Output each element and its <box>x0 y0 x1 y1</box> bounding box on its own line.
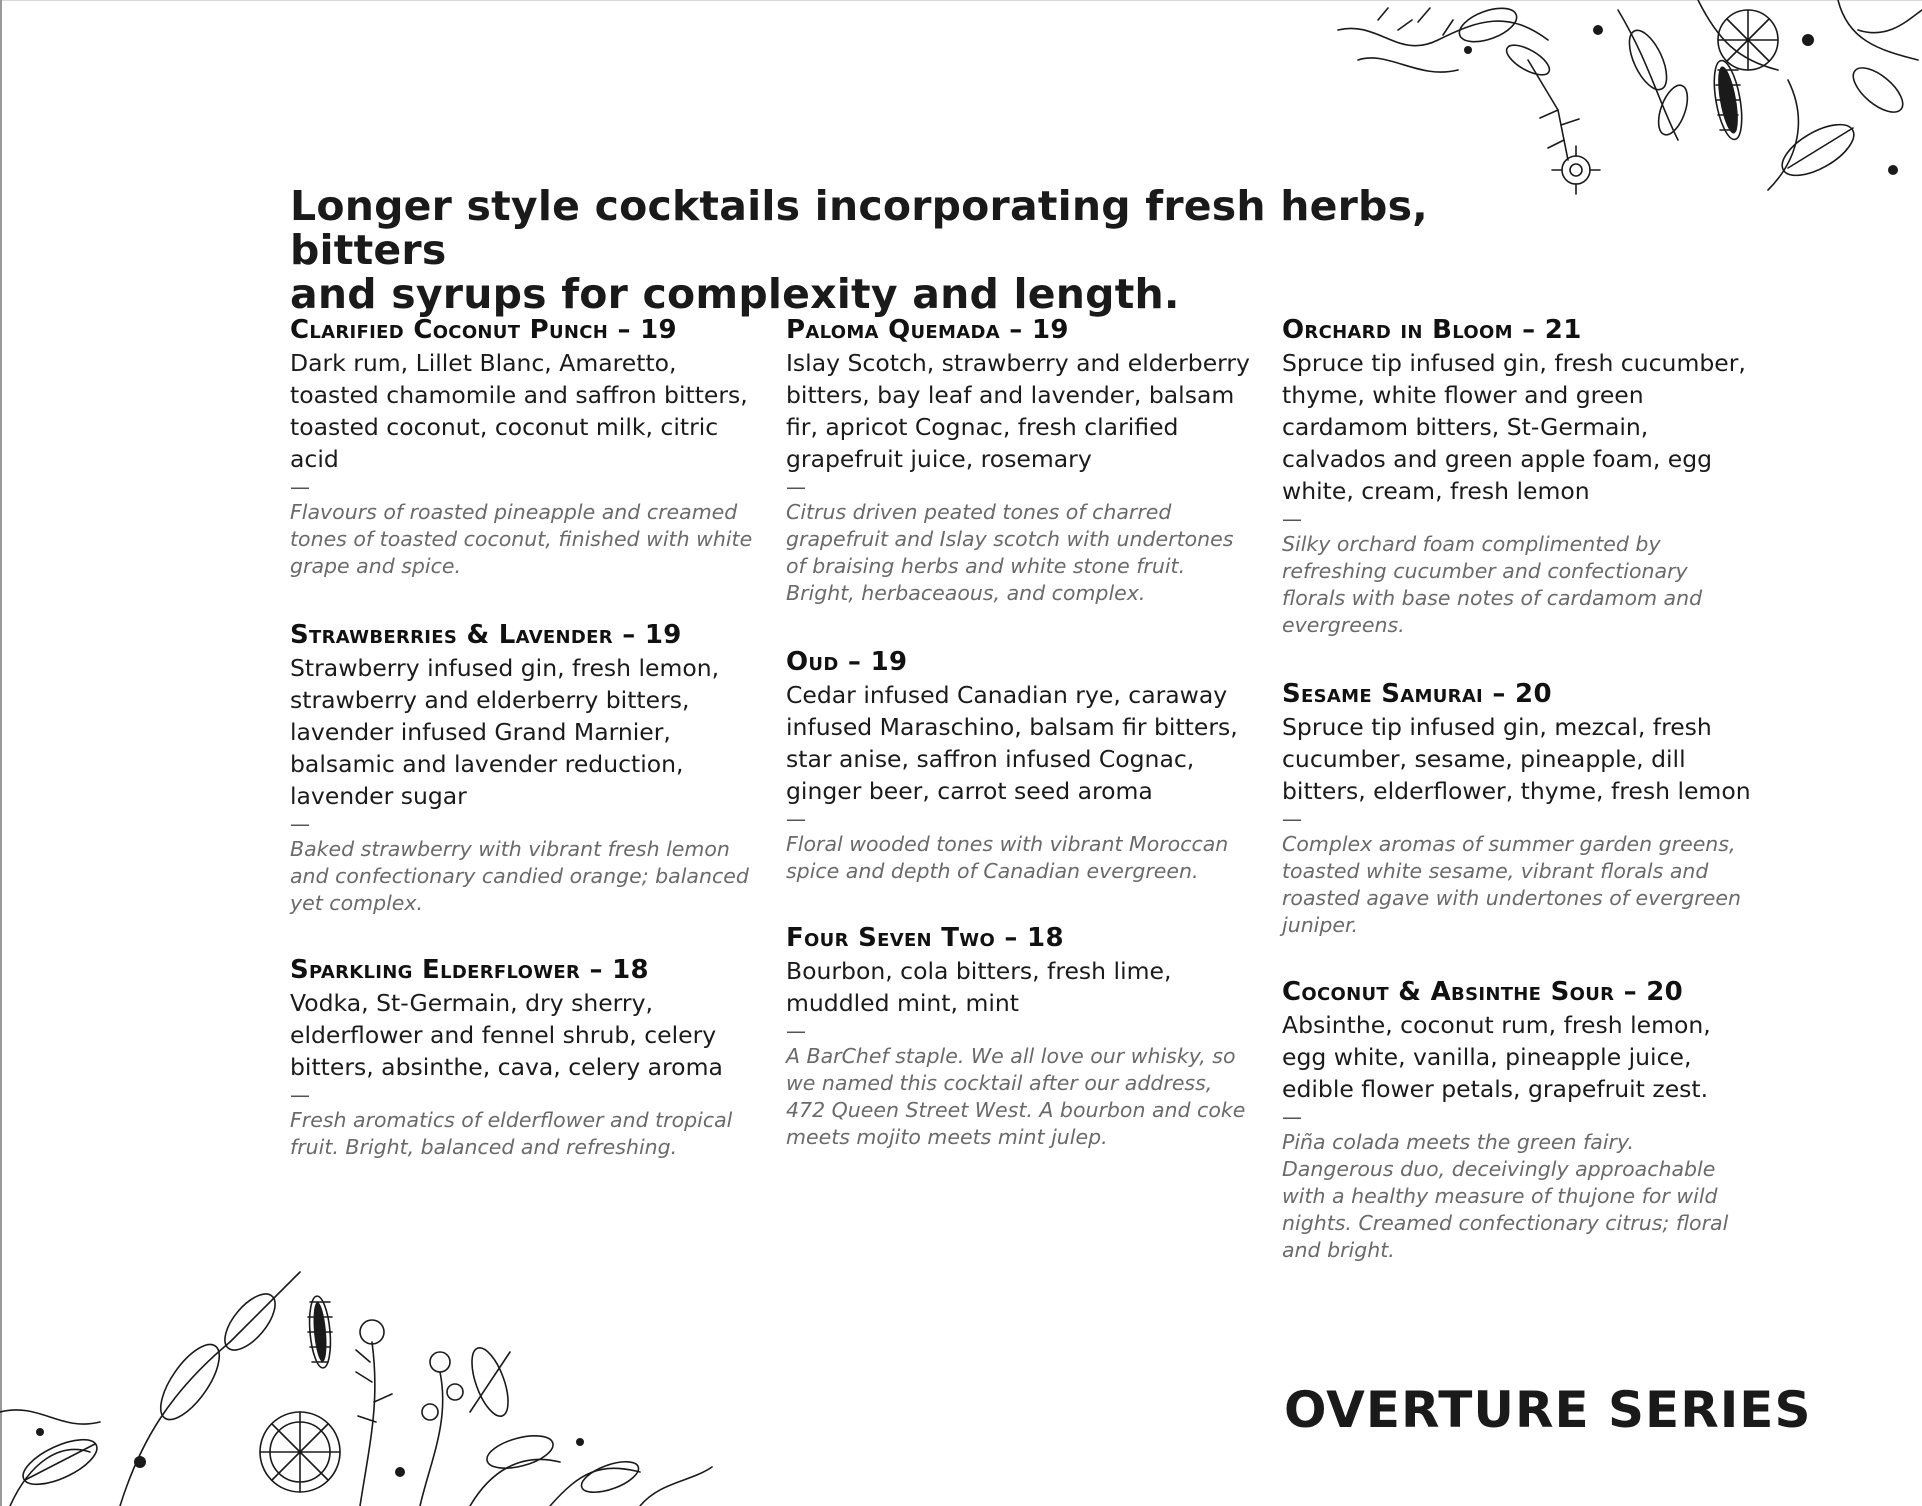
drink-title: Clarified Coconut Punch – 19 <box>290 315 677 345</box>
drink-ingredients: Bourbon, cola bitters, fresh lime, muddled mint, mint <box>786 957 1172 1017</box>
drink-ingredients: Vodka, St-Germain, dry sherry, elderflower and fennel shrub, celery bitters, absinthe, cava, celery aroma <box>290 989 723 1081</box>
drink-ingredients: Spruce tip infused gin, mezcal, fresh cucumber, sesame, pineapple, dill bitters, elderflower, thyme, fresh lemon <box>1282 713 1751 805</box>
drink-title: Orchard in Bloom – 21 <box>1282 315 1582 345</box>
drink-tasting-notes: Citrus driven peated tones of charred grapefruit and Islay scotch with undertones of braising herbs and white stone fruit. Bright, herbaceaous, and complex. <box>786 500 1234 605</box>
drink-title: Paloma Quemada – 19 <box>786 315 1069 345</box>
drink-title: Strawberries & Lavender – 19 <box>290 620 682 650</box>
drink-ingredients: Strawberry infused gin, fresh lemon, strawberry and elderberry bitters, lavender infused Grand Marnier, balsamic and lavender reduction, lavender sugar <box>290 654 720 810</box>
drink-title: Coconut & Absinthe Sour – 20 <box>1282 977 1684 1007</box>
drink-tasting-notes: A BarChef staple. We all love our whisky, so we named this cocktail after our address, 472 Queen Street West. A bourbon and coke meets mojito meets mint julep. <box>786 1044 1246 1149</box>
drink-ingredients: Islay Scotch, strawberry and elderberry bitters, bay leaf and lavender, balsam fir, apricot Cognac, fresh clarified grapefruit juice, rosemary <box>786 349 1250 473</box>
drink-tasting-notes: Flavours of roasted pineapple and creamed tones of toasted coconut, finished with white grape and spice. <box>290 500 753 578</box>
drink-divider: — <box>1282 807 1302 831</box>
drink-tasting-notes: Floral wooded tones with vibrant Moroccan spice and depth of Canadian evergreen. <box>786 832 1229 883</box>
drink-divider: — <box>290 1083 310 1107</box>
drink-sparkling-elderflower <box>290 953 760 1161</box>
drink-title: Four Seven Two – 18 <box>786 923 1064 953</box>
menu-headline <box>290 184 1580 316</box>
drink-tasting-notes: Fresh aromatics of elderflower and tropical fruit. Bright, balanced and refreshing. <box>290 1108 733 1159</box>
drink-paloma-quemada <box>786 313 1256 607</box>
drink-orchard-in-bloom <box>1282 313 1752 639</box>
menu-column-1 <box>290 313 760 1161</box>
drink-divider: — <box>786 475 806 499</box>
botanical-illustration-bottom <box>0 1262 720 1506</box>
menu-column-3 <box>1282 313 1752 1264</box>
drink-tasting-notes: Piña colada meets the green fairy. Dangerous duo, deceivingly approachable with a healthy measure of thujone for wild nights. Creamed confectionary citrus; floral and bright. <box>1282 1130 1729 1262</box>
drink-divider: — <box>1282 1105 1302 1129</box>
drink-title: Sesame Samurai – 20 <box>1282 679 1552 709</box>
drink-coconut-absinthe-sour <box>1282 975 1752 1264</box>
drink-tasting-notes: Silky orchard foam complimented by refreshing cucumber and confectionary florals with base notes of cardamom and evergreens. <box>1282 532 1703 637</box>
drink-tasting-notes: Baked strawberry with vibrant fresh lemon and confectionary candied orange; balanced yet complex. <box>290 837 749 915</box>
drink-ingredients: Cedar infused Canadian rye, caraway infused Maraschino, balsam fir bitters, star anise, saffron infused Cognac, ginger beer, carrot seed aroma <box>786 681 1238 805</box>
drink-ingredients: Spruce tip infused gin, fresh cucumber, thyme, white flower and green cardamom bitters, St-Germain, calvados and green apple foam, egg white, cream, fresh lemon <box>1282 349 1746 505</box>
drink-title: Oud – 19 <box>786 647 908 677</box>
drink-oud <box>786 645 1256 885</box>
drink-divider: — <box>290 475 310 499</box>
drink-divider: — <box>786 1019 806 1043</box>
menu-column-2 <box>786 313 1256 1151</box>
drink-sesame-samurai <box>1282 677 1752 939</box>
drink-divider: — <box>1282 507 1302 531</box>
drink-divider: — <box>786 807 806 831</box>
drink-clarified-coconut-punch <box>290 313 760 580</box>
drink-ingredients: Absinthe, coconut rum, fresh lemon, egg white, vanilla, pineapple juice, edible flower petals, grapefruit zest. <box>1282 1011 1711 1103</box>
headline-line-2: and syrups for complexity and length. <box>290 270 1180 318</box>
headline-line-1: Longer style cocktails incorporating fresh herbs, bitters <box>290 182 1428 274</box>
drink-tasting-notes: Complex aromas of summer garden greens, toasted white sesame, vibrant florals and roasted agave with undertones of evergreen juniper. <box>1282 832 1741 937</box>
drink-strawberries-lavender <box>290 618 760 917</box>
drink-divider: — <box>290 812 310 836</box>
series-title: OVERTURE SERIES <box>1284 1381 1812 1439</box>
drink-ingredients: Dark rum, Lillet Blanc, Amaretto, toasted chamomile and saffron bitters, toasted coconut, coconut milk, citric acid <box>290 349 748 473</box>
drink-title: Sparkling Elderflower – 18 <box>290 955 649 985</box>
drink-four-seven-two <box>786 921 1256 1151</box>
